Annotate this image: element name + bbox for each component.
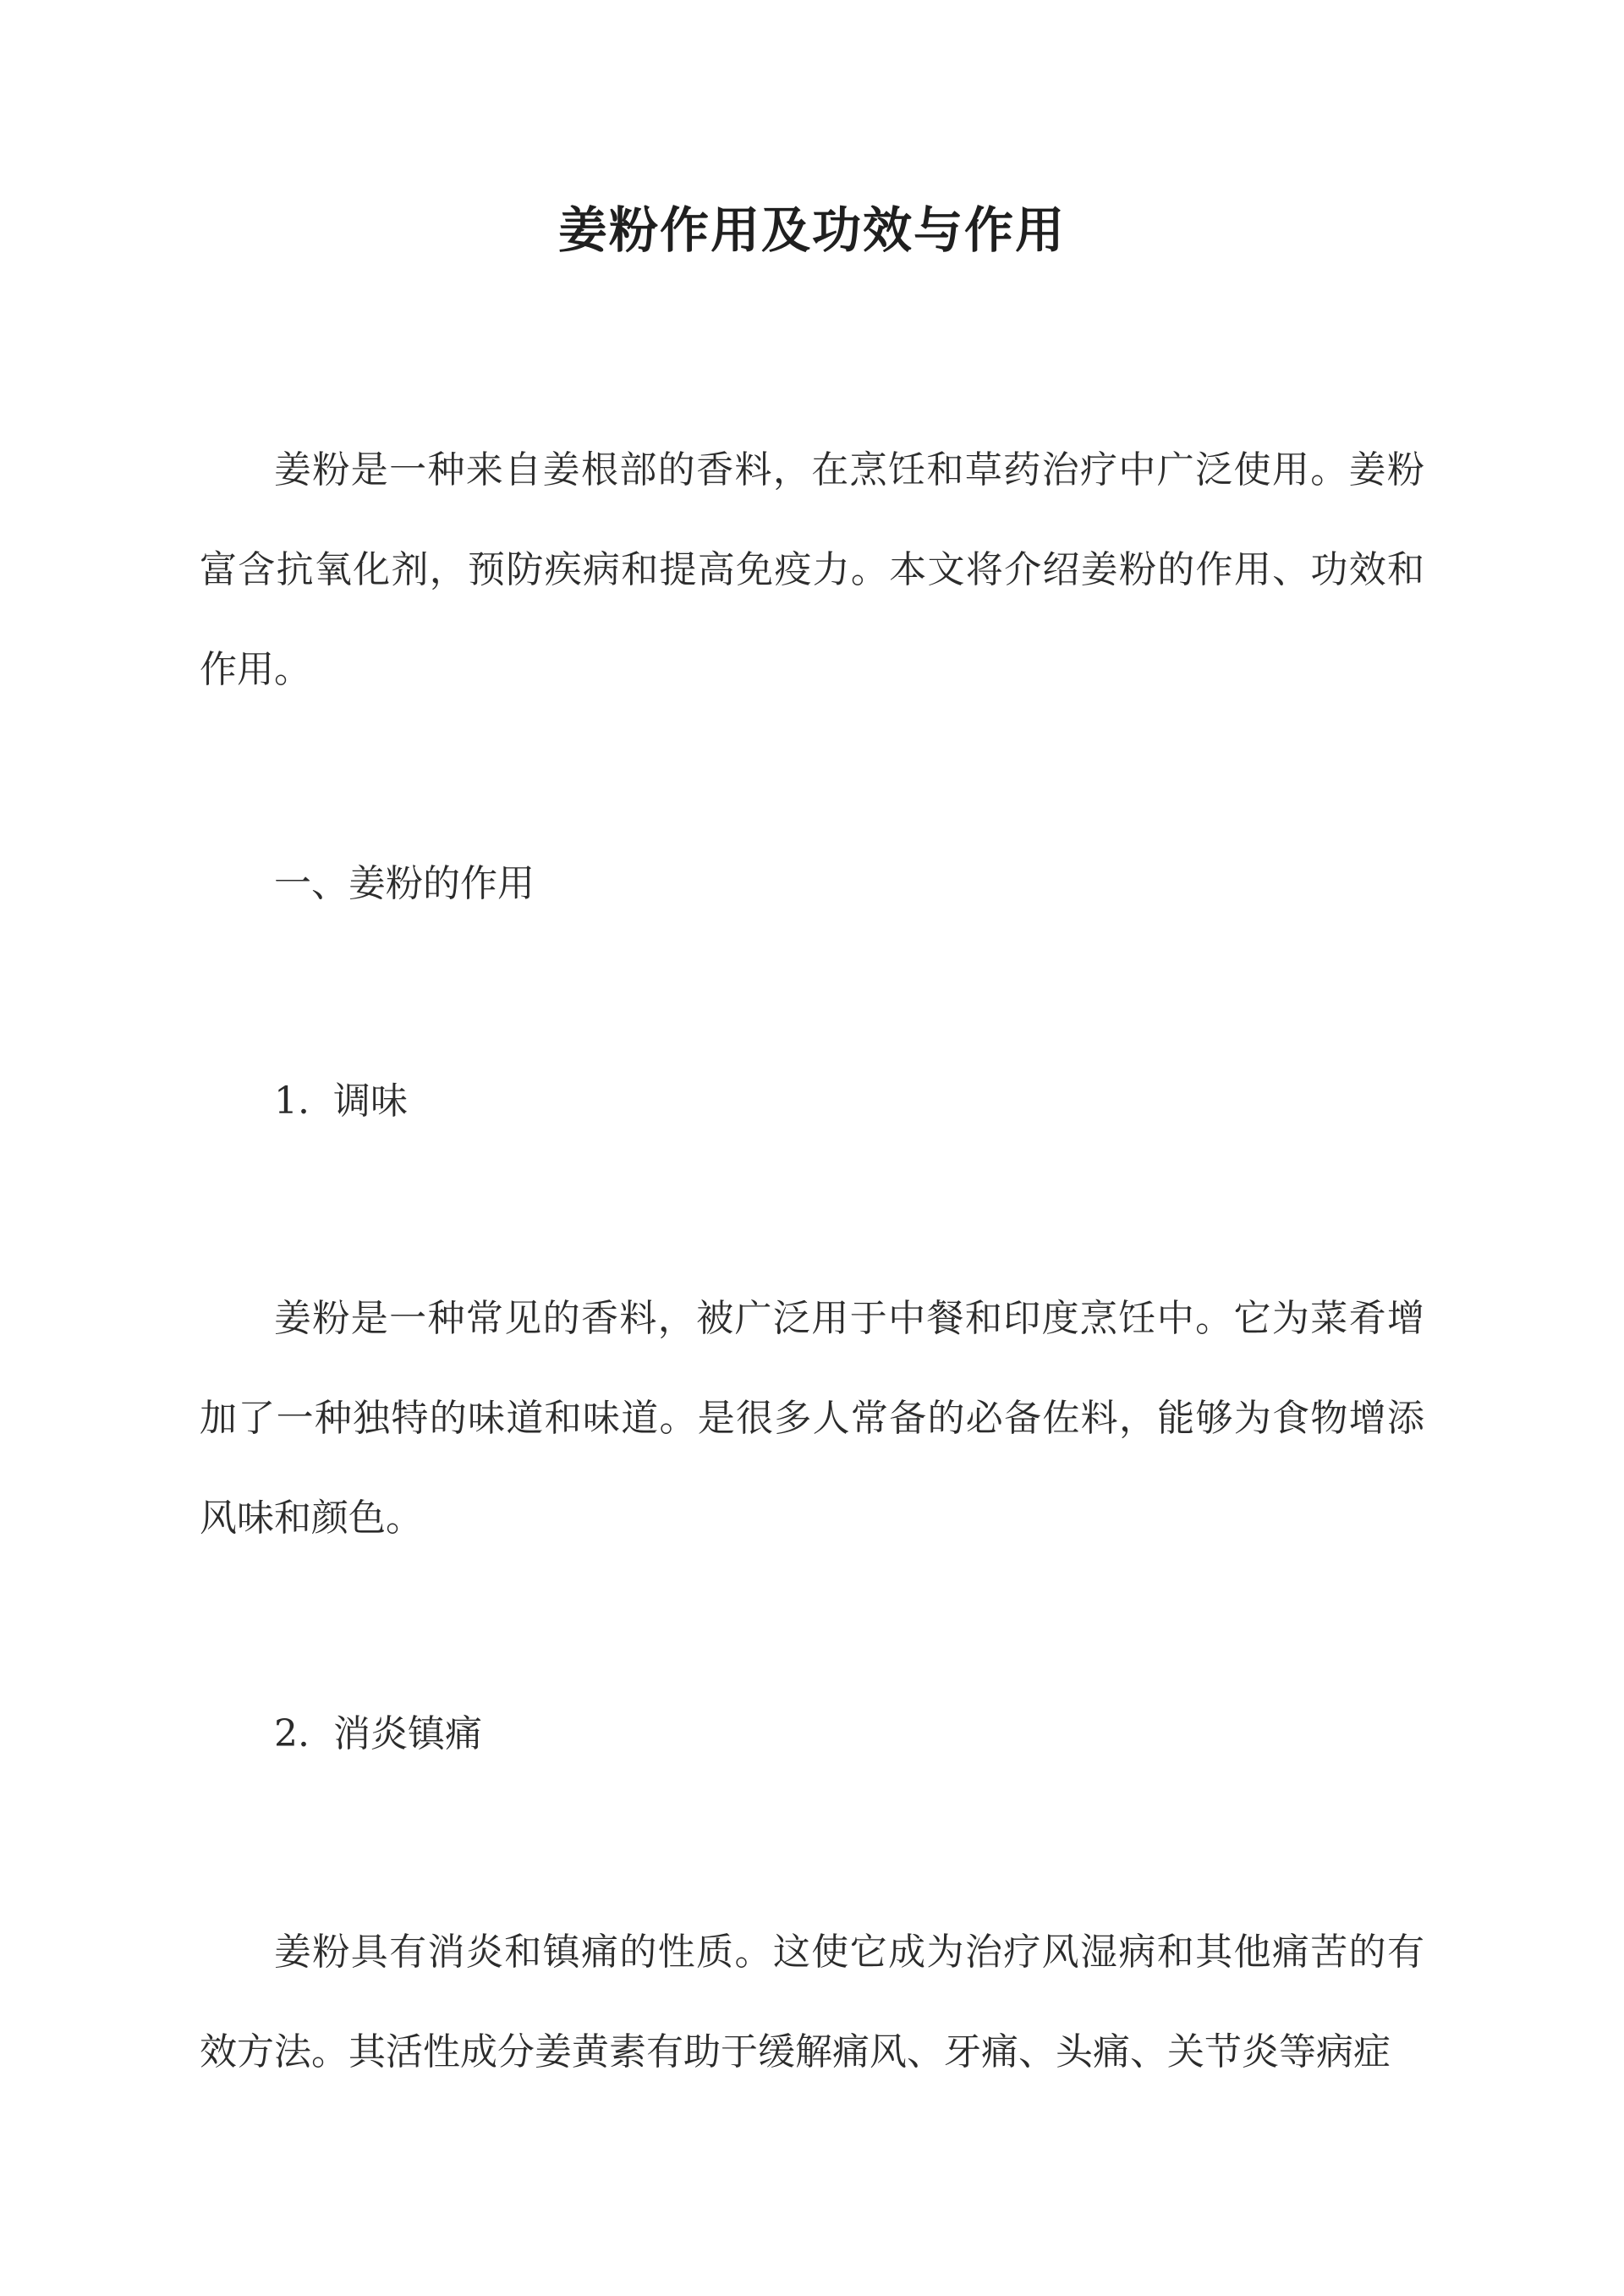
item-2-number: 2. — [274, 1712, 310, 1755]
intro-paragraph: 姜粉是一种来自姜根部的香料，在烹饪和草药治疗中广泛使用。姜粉富含抗氧化剂，预防疾病和提高免疫力。本文将介绍姜粉的作用、功效和作用。 — [200, 448, 1424, 691]
item-2-heading — [274, 1700, 482, 1768]
item-1-label: 调味 — [332, 1079, 408, 1123]
item-1-paragraph: 姜粉是一种常见的香料，被广泛用于中餐和印度烹饪中。它为菜肴增加了一种独特的味道和味道。是很多人常备的必备佐料，能够为食物增添风味和颜色。 — [200, 1297, 1424, 1540]
item-1-number: 1. — [274, 1079, 310, 1123]
document-title: 姜粉作用及功效与作用 — [557, 201, 1066, 259]
item-2-label: 消炎镇痛 — [332, 1712, 482, 1755]
item-2-paragraph: 姜粉具有消炎和镇痛的性质。这使它成为治疗风湿病和其他痛苦的有效方法。其活性成分姜黄素有助于缓解痛风、牙痛、头痛、关节炎等病症 — [200, 1931, 1424, 2074]
section-heading: 一、姜粉的作用 — [274, 862, 535, 905]
item-1-heading — [274, 1068, 408, 1135]
